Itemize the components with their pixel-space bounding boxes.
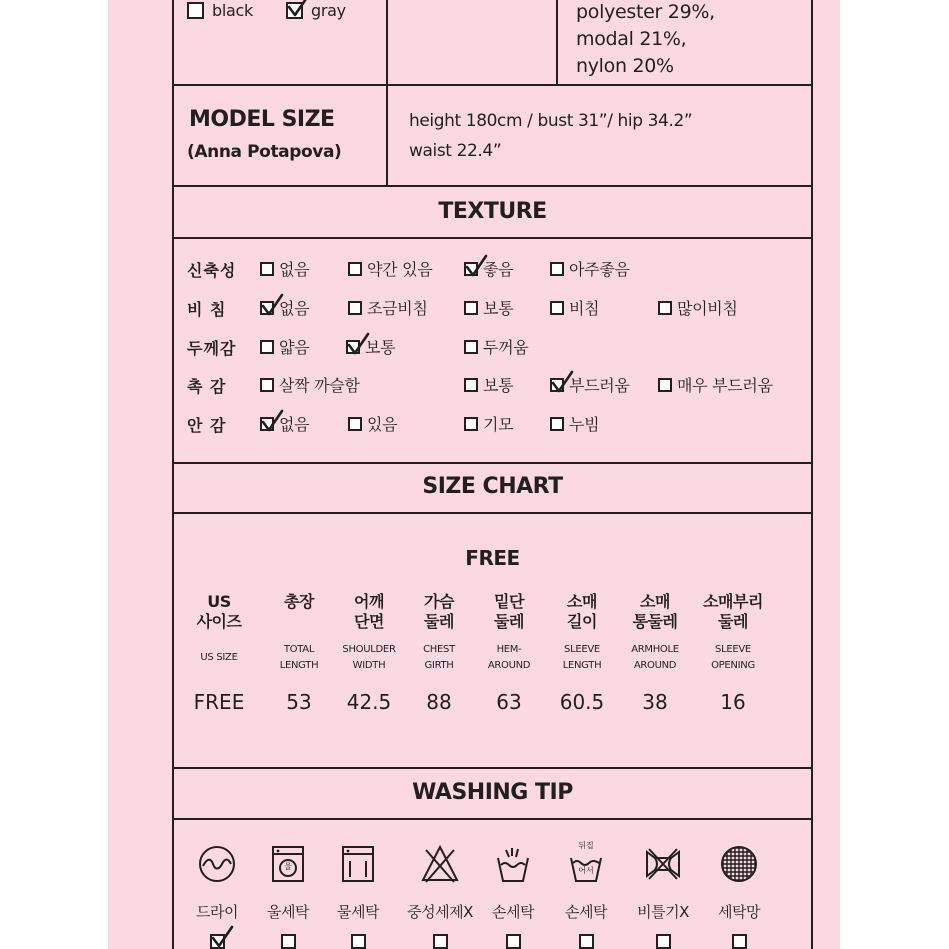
size-column-korean: 둘레 xyxy=(424,612,454,631)
divider xyxy=(172,462,813,464)
divider xyxy=(386,0,388,186)
size-column-korean: 단면 xyxy=(354,612,384,631)
texture-checkbox[interactable] xyxy=(348,301,362,315)
texture-option-label: 부드러움 xyxy=(569,376,630,395)
texture-option[interactable] xyxy=(348,257,432,280)
check-mark-icon xyxy=(347,333,369,355)
size-column-english: SHOULDER xyxy=(342,644,396,655)
check-mark-icon xyxy=(551,371,573,393)
dry-clean-icon xyxy=(197,844,237,888)
washing-label: 손세탁 xyxy=(492,903,534,921)
size-column-korean: 길이 xyxy=(567,612,597,631)
texture-option-label: 보통 xyxy=(365,338,396,357)
size-column-english: US SIZE xyxy=(200,652,238,663)
size-column-english: SLEEVE xyxy=(564,644,600,655)
size-chart-subtitle: FREE xyxy=(465,546,520,570)
texture-option[interactable] xyxy=(550,412,599,435)
texture-row-label: 비 침 xyxy=(187,300,227,319)
texture-checkbox[interactable] xyxy=(464,378,478,392)
size-column-english: CHEST xyxy=(423,644,455,655)
size-value: 16 xyxy=(720,690,746,714)
size-column-korean: 통둘레 xyxy=(632,612,678,631)
size-column-korean: 둘레 xyxy=(494,612,524,631)
washing-label: 드라이 xyxy=(196,903,238,921)
divider xyxy=(556,0,558,85)
texture-checkbox[interactable] xyxy=(464,417,478,431)
washing-checkbox[interactable] xyxy=(506,934,521,949)
color-checkbox[interactable] xyxy=(286,2,303,19)
material-line: polyester 29%, xyxy=(576,1,715,23)
size-value: 53 xyxy=(286,690,312,714)
size-column-english: GIRTH xyxy=(424,660,454,671)
texture-option-label: 보통 xyxy=(483,376,514,395)
texture-option[interactable] xyxy=(346,335,395,358)
size-column-korean: 밑단 xyxy=(494,592,524,611)
check-mark-icon xyxy=(465,255,487,277)
texture-option-label: 없음 xyxy=(279,415,310,434)
texture-option[interactable] xyxy=(550,257,630,280)
texture-checkbox[interactable] xyxy=(260,262,274,276)
check-mark-icon xyxy=(261,410,283,432)
size-column-korean: 둘레 xyxy=(718,612,748,631)
texture-option[interactable] xyxy=(464,257,513,280)
texture-option[interactable] xyxy=(260,412,309,435)
laundry-net-icon xyxy=(719,844,759,888)
size-value: 38 xyxy=(642,690,668,714)
texture-row-label: 두께감 xyxy=(187,339,237,358)
size-value: 88 xyxy=(426,690,452,714)
size-column xyxy=(615,592,695,714)
divider xyxy=(172,185,813,187)
texture-option-label: 없음 xyxy=(279,299,310,318)
texture-option-label: 매우 부드러움 xyxy=(677,376,773,395)
size-column xyxy=(399,592,479,714)
size-chart-title: SIZE CHART xyxy=(422,474,563,499)
divider xyxy=(172,512,813,514)
size-column-english: AROUND xyxy=(487,660,531,671)
texture-option-label: 있음 xyxy=(367,415,398,434)
washing-label: 세탁망 xyxy=(718,903,760,921)
material-line: nylon 20% xyxy=(576,55,674,77)
washing-tip-title: WASHING TIP xyxy=(412,780,573,805)
texture-checkbox[interactable] xyxy=(464,301,478,315)
size-column-korean: 소매 xyxy=(640,592,670,611)
machine-wash-icon xyxy=(338,844,378,888)
washing-label: 비틀기X xyxy=(637,903,689,921)
texture-row-label: 촉 감 xyxy=(187,377,227,396)
texture-row-label: 신축성 xyxy=(187,261,237,280)
texture-option[interactable] xyxy=(658,296,738,319)
inside-out-icon-text: 어서 xyxy=(578,866,594,875)
texture-checkbox[interactable] xyxy=(346,340,360,354)
texture-option[interactable] xyxy=(658,373,773,396)
washing-label: 물세탁 xyxy=(337,903,379,921)
washing-checkbox[interactable] xyxy=(281,934,296,949)
size-column-english: AROUND xyxy=(633,660,677,671)
texture-option-label: 두꺼움 xyxy=(483,338,529,357)
washing-label: 울세탁 xyxy=(267,903,309,921)
hand-wash-icon xyxy=(493,844,533,888)
color-option[interactable] xyxy=(286,1,346,20)
size-column-english: ARMHOLE xyxy=(631,644,679,655)
texture-checkbox[interactable] xyxy=(260,417,274,431)
color-label: gray xyxy=(311,1,346,20)
model-measurements: height 180cm / bust 31”/ hip 34.2” xyxy=(409,111,693,131)
size-value: 42.5 xyxy=(346,690,392,714)
size-column-english: OPENING xyxy=(711,660,755,671)
washing-label: 중성세제X xyxy=(407,903,473,921)
texture-checkbox[interactable] xyxy=(550,262,564,276)
texture-option[interactable] xyxy=(348,296,428,319)
wool-icon-text: 울 xyxy=(284,862,292,871)
washing-checkbox[interactable] xyxy=(579,934,594,949)
divider xyxy=(172,818,813,820)
check-mark-icon xyxy=(261,294,283,316)
texture-option[interactable] xyxy=(260,257,309,280)
texture-option-label: 약간 있음 xyxy=(367,260,433,279)
size-column-english: SLEEVE xyxy=(715,644,751,655)
washing-label: 손세탁 xyxy=(565,903,607,921)
texture-option-label: 조금비침 xyxy=(367,299,428,318)
washing-checkbox[interactable] xyxy=(656,934,671,949)
size-value: FREE xyxy=(193,690,245,714)
texture-option[interactable] xyxy=(464,296,513,319)
texture-option-label: 아주좋음 xyxy=(569,260,630,279)
size-column xyxy=(469,592,549,714)
size-value: 60.5 xyxy=(559,690,605,714)
texture-option[interactable] xyxy=(260,296,309,319)
texture-row-label: 안 감 xyxy=(187,416,227,435)
texture-checkbox[interactable] xyxy=(464,340,478,354)
size-column-korean: US xyxy=(207,592,231,611)
texture-option[interactable] xyxy=(464,335,528,358)
material-line: modal 21%, xyxy=(576,28,687,50)
texture-checkbox[interactable] xyxy=(550,301,564,315)
washing-checkbox[interactable] xyxy=(351,934,366,949)
texture-checkbox[interactable] xyxy=(550,417,564,431)
texture-checkbox[interactable] xyxy=(260,378,274,392)
size-column xyxy=(259,592,339,714)
texture-option-label: 누빔 xyxy=(569,415,600,434)
washing-checkbox[interactable] xyxy=(210,934,225,949)
inside-out-wash-icon xyxy=(566,841,606,888)
texture-checkbox[interactable] xyxy=(658,378,672,392)
size-column xyxy=(329,592,409,714)
texture-option-label: 비침 xyxy=(569,299,600,318)
size-column xyxy=(179,592,259,714)
inside-out-icon-text: 뒤집 xyxy=(578,841,594,850)
size-column-korean: 소매 xyxy=(567,592,597,611)
texture-checkbox[interactable] xyxy=(550,378,564,392)
texture-option[interactable] xyxy=(260,335,309,358)
washing-checkbox[interactable] xyxy=(732,934,747,949)
texture-checkbox[interactable] xyxy=(260,301,274,315)
washing-checkbox[interactable] xyxy=(433,934,448,949)
texture-title: TEXTURE xyxy=(438,199,547,224)
size-column-english: LENGTH xyxy=(562,660,602,671)
texture-checkbox[interactable] xyxy=(348,417,362,431)
color-label: black xyxy=(212,1,253,20)
check-mark-icon xyxy=(211,926,233,948)
material-list xyxy=(576,0,715,80)
no-bleach-icon xyxy=(420,844,460,888)
texture-option[interactable] xyxy=(464,373,513,396)
size-column-english: LENGTH xyxy=(279,660,319,671)
texture-option-label: 살짝 까슬함 xyxy=(279,376,360,395)
size-column-korean: 어깨 xyxy=(354,592,384,611)
texture-option[interactable] xyxy=(550,373,630,396)
size-column-korean: 사이즈 xyxy=(196,612,242,631)
size-column-korean: 가슴 xyxy=(424,592,454,611)
no-wring-icon xyxy=(643,844,683,888)
divider xyxy=(172,237,813,239)
texture-checkbox[interactable] xyxy=(658,301,672,315)
size-column xyxy=(693,592,773,714)
size-column-english: WIDTH xyxy=(352,660,386,671)
size-value: 63 xyxy=(496,690,522,714)
texture-option[interactable] xyxy=(550,296,599,319)
texture-checkbox[interactable] xyxy=(464,262,478,276)
model-name: (Anna Potapova) xyxy=(187,142,342,162)
divider xyxy=(172,84,813,86)
texture-option-label: 보통 xyxy=(483,299,514,318)
model-size-title: MODEL SIZE xyxy=(189,107,335,132)
texture-checkbox[interactable] xyxy=(348,262,362,276)
wool-wash-icon xyxy=(268,844,308,888)
color-option[interactable] xyxy=(187,1,253,20)
texture-option[interactable] xyxy=(464,412,513,435)
divider xyxy=(172,767,813,769)
texture-option[interactable] xyxy=(348,412,397,435)
texture-option-label: 없음 xyxy=(279,260,310,279)
texture-option-label: 좋음 xyxy=(483,260,514,279)
texture-option[interactable] xyxy=(260,373,360,396)
size-column xyxy=(542,592,622,714)
texture-option-label: 기모 xyxy=(483,415,514,434)
texture-checkbox[interactable] xyxy=(260,340,274,354)
color-checkbox[interactable] xyxy=(187,2,204,19)
texture-option-label: 얇음 xyxy=(279,338,310,357)
size-column-english: HEM- xyxy=(496,644,522,655)
size-column-korean: 소매부리 xyxy=(703,592,763,611)
size-column-english: TOTAL xyxy=(283,644,315,655)
model-waist: waist 22.4” xyxy=(409,141,502,161)
check-mark-icon xyxy=(287,0,309,17)
size-column-korean: 총장 xyxy=(284,592,314,611)
texture-option-label: 많이비침 xyxy=(677,299,738,318)
